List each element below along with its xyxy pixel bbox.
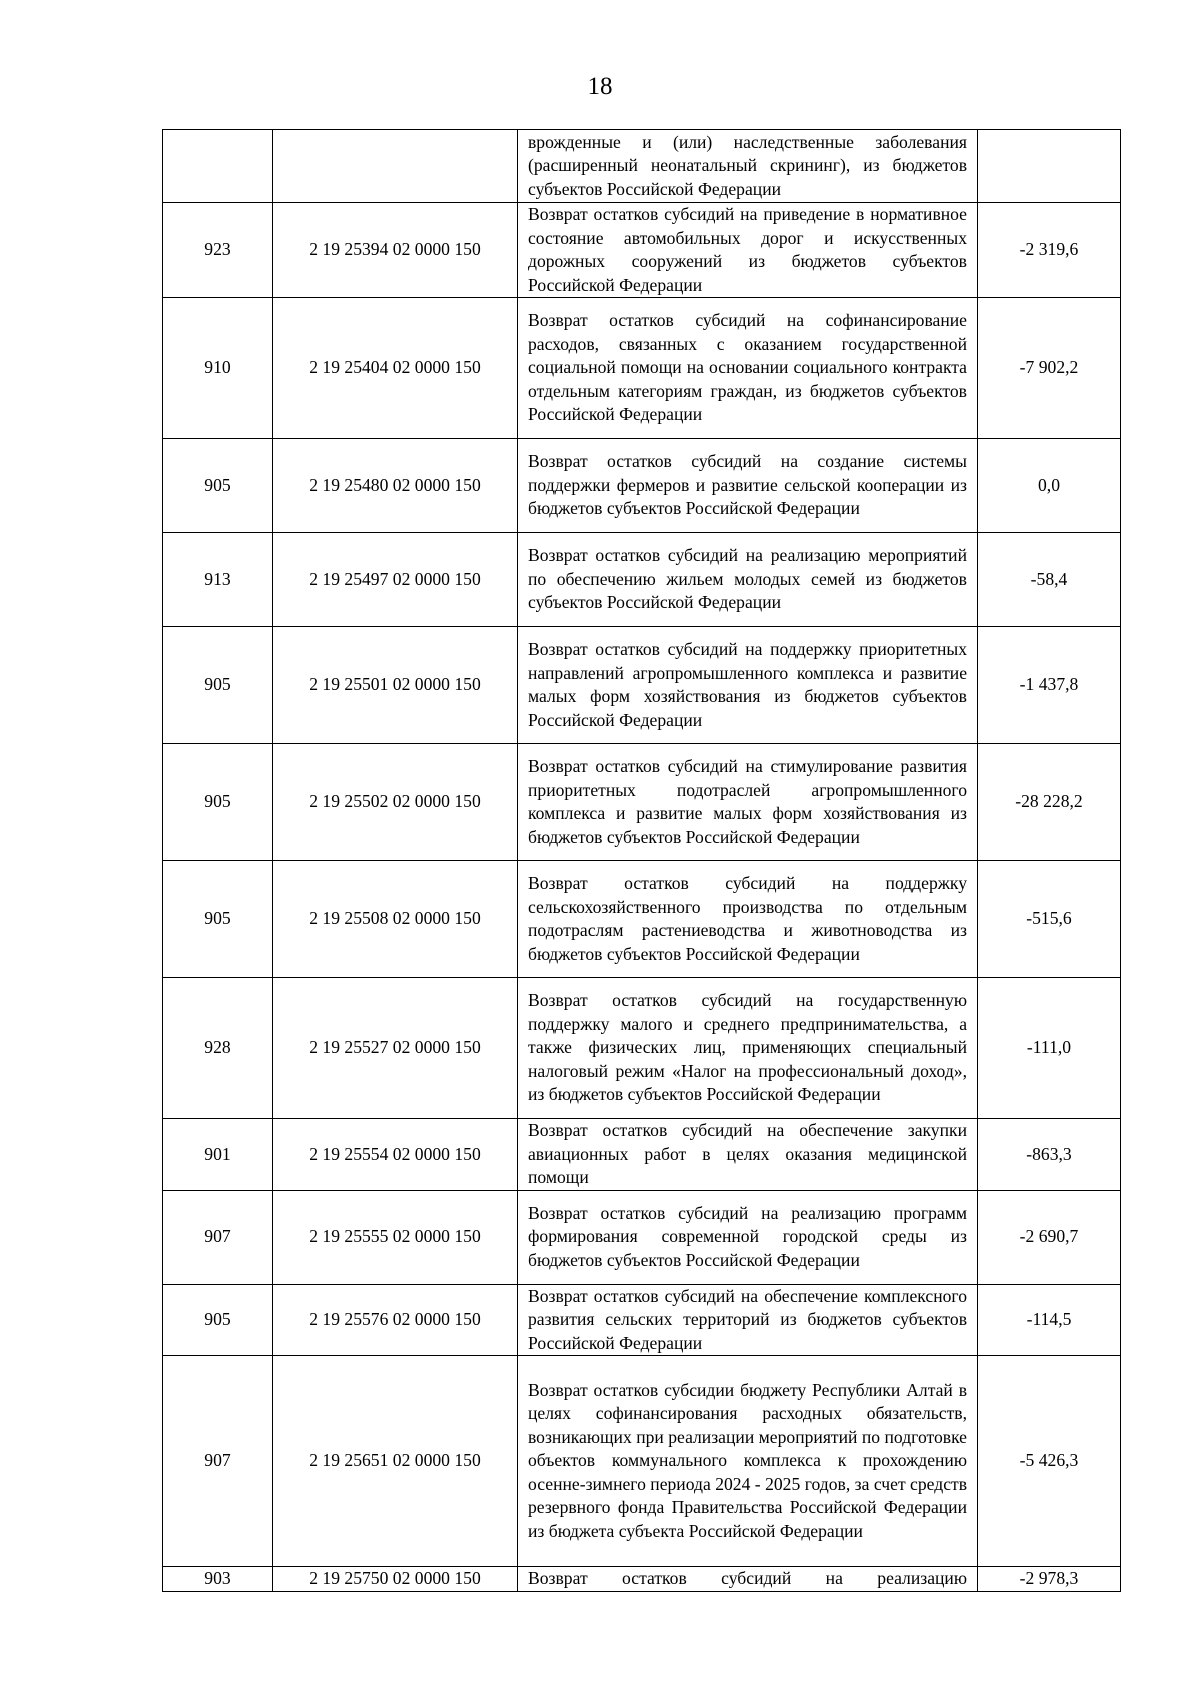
table-row <box>163 203 1121 298</box>
admin-code-cell: 903 <box>163 1567 273 1592</box>
description-text: Возврат остатков субсидий на обеспечение комплексного развития сельских территорий из бюджетов субъектов Российской Федерации <box>528 1285 967 1353</box>
amount-cell: -863,3 <box>978 1119 1121 1191</box>
description-cell <box>518 130 978 203</box>
table-row <box>163 744 1121 861</box>
budget-code-cell: 2 19 25502 02 0000 150 <box>273 744 518 861</box>
description-text: Возврат остатков субсидий на поддержку приоритетных направлений агропромышленного комплекса и развитие малых форм хозяйствования из бюджетов субъектов Российской Федерации <box>528 639 967 730</box>
table-row <box>163 861 1121 978</box>
amount-cell: -114,5 <box>978 1284 1121 1356</box>
table-row <box>163 1356 1121 1567</box>
page-number: 18 <box>587 73 613 100</box>
table-row <box>163 533 1121 627</box>
table-row <box>163 298 1121 439</box>
budget-code-cell: 2 19 25576 02 0000 150 <box>273 1284 518 1356</box>
description-text: Возврат остатков субсидий на стимулирование развития приоритетных подотраслей агропромышленного комплекса и развитие малых форм хозяйствования из бюджетов субъектов Российской Федерации <box>528 756 967 847</box>
amount-cell: -5 426,3 <box>978 1356 1121 1567</box>
admin-code-cell: 910 <box>163 298 273 439</box>
description-text: Возврат остатков субсидии бюджету Республики Алтай в целях софинансирования расходных обязательств, возникающих при реализации мероприятий по подготовке объектов коммунального комплекса к прохождению осенне-зимнего периода 2024 - 2025 годов, за счет средств резервного фонда Правительства Российской Федерации из бюджета субъекта Российской Федерации <box>528 1379 967 1541</box>
amount-cell: -1 437,8 <box>978 627 1121 744</box>
amount-cell: -28 228,2 <box>978 744 1121 861</box>
budget-code-cell: 2 19 25555 02 0000 150 <box>273 1190 518 1284</box>
description-text: врожденные и (или) наследственные заболевания (расширенный неонатальный скрининг), из бюджетов субъектов Российской Федерации <box>528 131 967 199</box>
budget-code-cell: 2 19 25508 02 0000 150 <box>273 861 518 978</box>
description-cell <box>518 298 978 439</box>
description-text: Возврат остатков субсидий на реализацию <box>528 1568 967 1588</box>
budget-code-cell: 2 19 25750 02 0000 150 <box>273 1567 518 1592</box>
description-cell <box>518 978 978 1119</box>
budget-code-cell: 2 19 25480 02 0000 150 <box>273 439 518 533</box>
budget-code-cell: 2 19 25497 02 0000 150 <box>273 533 518 627</box>
table-row <box>163 627 1121 744</box>
amount-cell: 0,0 <box>978 439 1121 533</box>
amount-cell: -111,0 <box>978 978 1121 1119</box>
budget-table <box>162 129 1121 1592</box>
table-row <box>163 439 1121 533</box>
admin-code-cell <box>163 130 273 203</box>
description-text: Возврат остатков субсидий на приведение в нормативное состояние автомобильных дорог и искусственных дорожных сооружений из бюджетов субъектов Российской Федерации <box>528 204 967 295</box>
admin-code-cell: 901 <box>163 1119 273 1191</box>
description-cell <box>518 203 978 298</box>
table-row <box>163 978 1121 1119</box>
budget-code-cell: 2 19 25501 02 0000 150 <box>273 627 518 744</box>
amount-cell: -2 690,7 <box>978 1190 1121 1284</box>
description-cell <box>518 744 978 861</box>
table-row <box>163 130 1121 203</box>
description-cell <box>518 1284 978 1356</box>
budget-code-cell: 2 19 25554 02 0000 150 <box>273 1119 518 1191</box>
amount-cell: -2 319,6 <box>978 203 1121 298</box>
admin-code-cell: 905 <box>163 861 273 978</box>
amount-cell: -58,4 <box>978 533 1121 627</box>
admin-code-cell: 923 <box>163 203 273 298</box>
description-text: Возврат остатков субсидий на реализацию программ формирования современной городской среды из бюджетов субъектов Российской Федерации <box>528 1202 967 1270</box>
description-text: Возврат остатков субсидий на обеспечение закупки авиационных работ в целях оказания медицинской помощи <box>528 1120 967 1187</box>
description-cell <box>518 1356 978 1567</box>
description-text: Возврат остатков субсидий на реализацию мероприятий по обеспечению жильем молодых семей из бюджетов субъектов Российской Федерации <box>528 545 967 613</box>
amount-cell: -7 902,2 <box>978 298 1121 439</box>
description-cell <box>518 1567 978 1592</box>
description-text: Возврат остатков субсидий на поддержку сельскохозяйственного производства по отдельным подотраслям растениеводства и животноводства из бюджетов субъектов Российской Федерации <box>528 873 967 964</box>
admin-code-cell: 913 <box>163 533 273 627</box>
amount-cell <box>978 130 1121 203</box>
description-cell <box>518 861 978 978</box>
admin-code-cell: 905 <box>163 439 273 533</box>
amount-cell: -2 978,3 <box>978 1567 1121 1592</box>
description-cell <box>518 439 978 533</box>
description-cell <box>518 533 978 627</box>
admin-code-cell: 905 <box>163 627 273 744</box>
table-row <box>163 1567 1121 1592</box>
budget-code-cell <box>273 130 518 203</box>
admin-code-cell: 928 <box>163 978 273 1119</box>
description-cell <box>518 627 978 744</box>
budget-code-cell: 2 19 25651 02 0000 150 <box>273 1356 518 1567</box>
admin-code-cell: 907 <box>163 1190 273 1284</box>
description-cell <box>518 1190 978 1284</box>
table-row <box>163 1190 1121 1284</box>
table-row <box>163 1284 1121 1356</box>
description-cell <box>518 1119 978 1191</box>
description-text: Возврат остатков субсидий на государственную поддержку малого и среднего предпринимательства, а также физических лиц, применяющих специальный налоговый режим «Налог на профессиональный доход», из бюджетов субъектов Российской Федерации <box>528 990 967 1105</box>
budget-code-cell: 2 19 25394 02 0000 150 <box>273 203 518 298</box>
amount-cell: -515,6 <box>978 861 1121 978</box>
description-text: Возврат остатков субсидий на создание системы поддержки фермеров и развитие сельской кооперации из бюджетов субъектов Российской Федерации <box>528 451 967 519</box>
admin-code-cell: 907 <box>163 1356 273 1567</box>
description-text: Возврат остатков субсидий на софинансирование расходов, связанных с оказанием государственной социальной помощи на основании социального контракта отдельным категориям граждан, из бюджетов субъектов Российской Федерации <box>528 310 967 425</box>
admin-code-cell: 905 <box>163 1284 273 1356</box>
budget-code-cell: 2 19 25404 02 0000 150 <box>273 298 518 439</box>
table-row <box>163 1119 1121 1191</box>
budget-code-cell: 2 19 25527 02 0000 150 <box>273 978 518 1119</box>
admin-code-cell: 905 <box>163 744 273 861</box>
